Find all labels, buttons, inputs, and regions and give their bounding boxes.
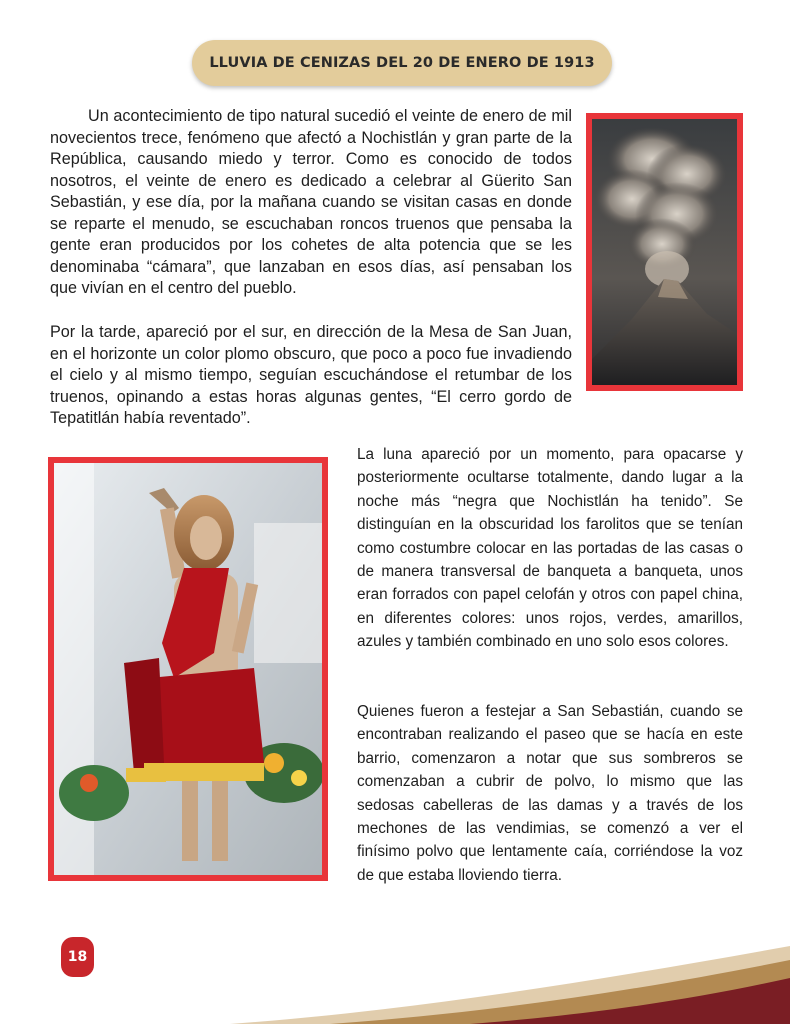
page-number-badge: 18 — [61, 937, 94, 977]
page-title: LLUVIA DE CENIZAS DEL 20 DE ENERO DE 1913 — [192, 40, 612, 86]
paragraph-1: Un acontecimiento de tipo natural sucedió el veinte de enero de mil novecientos trece, fenómeno que afectó a Nochistlán y gran parte de la República, causando miedo y terror. Como es conocido de todos nosotros, el veinte de enero es dedicado a celebrar al Güerito San Sebastián, y ese día, por la mañana cuando se visitan casas en donde se reparte el menudo, se escuchaban roncos truenos que pensaba la gente eran producidos por los cohetes de alta potencia que se les denominaba “cámara”, que lanzaban en esos días, así pensaban los que vivían en el centro del pueblo. — [50, 107, 572, 297]
paragraph-2: Por la tarde, apareció por el sur, en dirección de la Mesa de San Juan, en el horizonte un color plomo obscuro, que poco a poco fue invadiendo el cielo y al mismo tiempo, seguían escuchándose el retumbar de los truenos, opinando a estas horas algunas gentes, “El cerro gordo de Tepatitlán había reventado”. — [50, 323, 572, 427]
saint-photo-frame — [48, 457, 328, 881]
paragraph-4: Quienes fueron a festejar a San Sebastián, cuando se encontraban realizando el paseo que se hacía en este barrio, comenzaron a notar que sus sombreros se comenzaban a cubrir de polvo, lo mismo que las sedosas cabelleras de las damas y a través de los mechones de las vendimias, se comenzó a ver el finísimo polvo que lentamente caía, corriéndose la voz de que estaba lloviendo tierra. — [357, 703, 743, 884]
saint-statue-photo — [54, 463, 322, 875]
paragraph-3: La luna apareció por un momento, para opacarse y posteriormente ocultarse totalmente, dando lugar a la noche más “negra que Nochistlán ha tenido”. Se distinguían en la obscuridad los farolitos que se tenían como costumbre colocar en las portadas de las casas o de manera transversal de banqueta a banqueta, unos eran forrados con papel celofán y otros con papel china, en diferentes colores: unos rojos, verdes, amarillos, azules y también combinado en uno solo esos colores. — [357, 446, 743, 651]
footer-decoration — [0, 940, 790, 1024]
volcano-photo — [592, 119, 737, 385]
volcano-photo-frame — [586, 113, 743, 391]
